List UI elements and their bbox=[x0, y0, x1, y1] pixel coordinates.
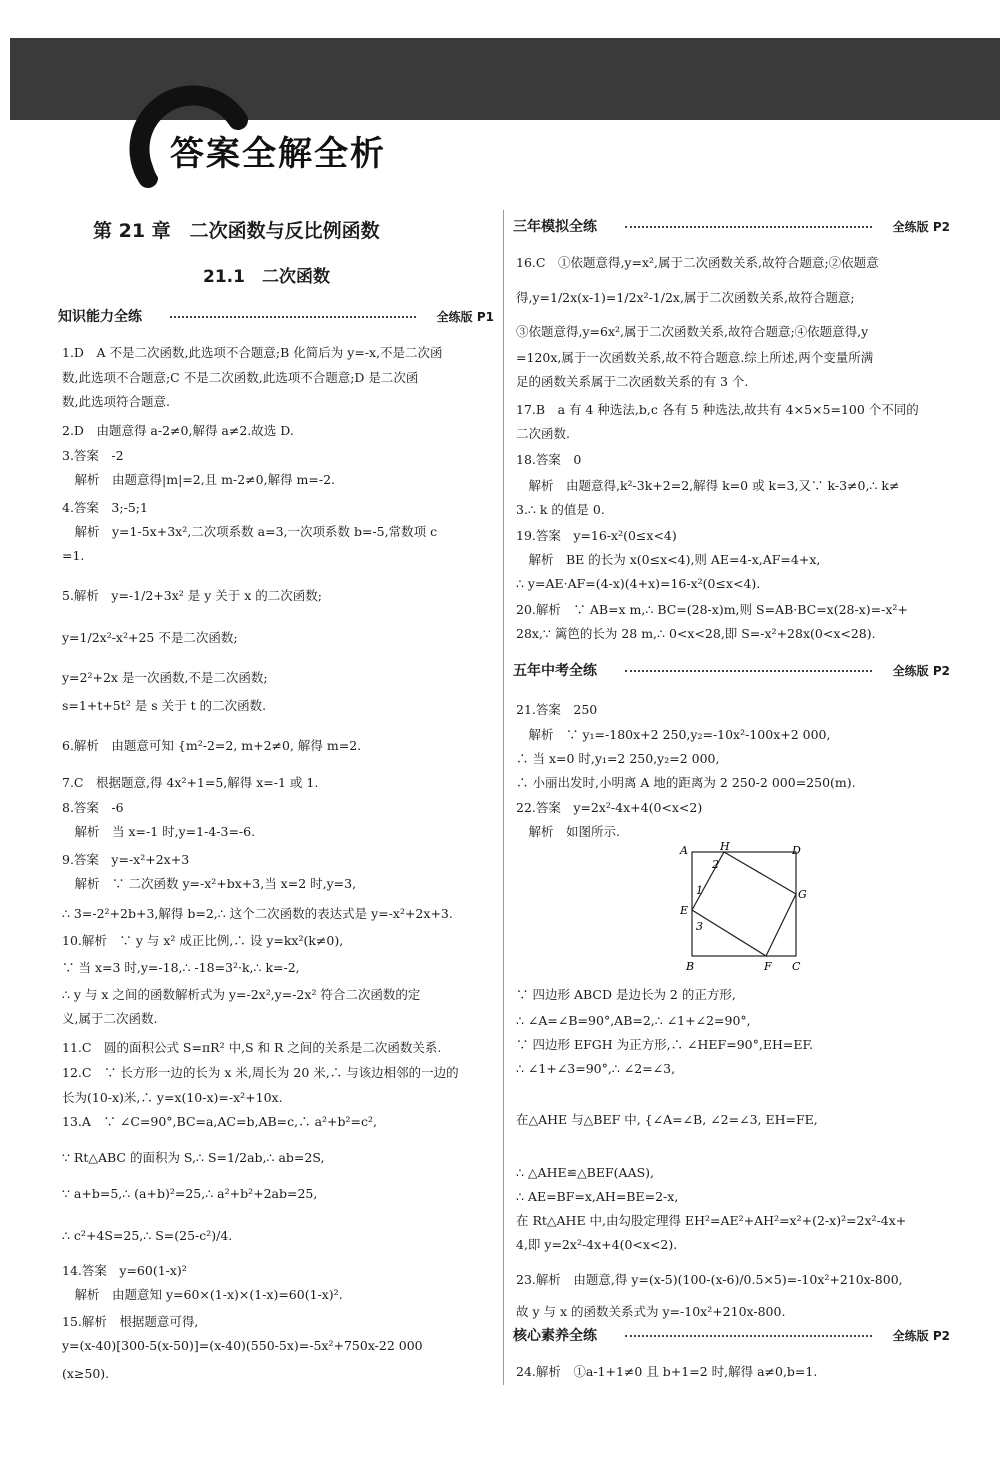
answer-line: 在△AHE 与△BEF 中, {∠A=∠B, ∠2=∠3, EH=FE, bbox=[516, 1112, 818, 1127]
section-header-4 bbox=[513, 1325, 950, 1345]
answer-line: 解析 y=1-5x+3x²,二次项系数 a=3,一次项系数 b=-5,常数项 c bbox=[62, 524, 438, 539]
section-name: 五年中考全练 bbox=[513, 663, 597, 679]
dotted-rule bbox=[625, 1335, 872, 1337]
answer-line: 足的函数关系属于二次函数关系的有 3 个. bbox=[516, 374, 749, 389]
answer-line: 解析 当 x=-1 时,y=1-4-3=-6. bbox=[62, 824, 256, 839]
answer-line: y=1/2x²-x²+25 不是二次函数; bbox=[62, 630, 238, 645]
answer-line: 7.C 根据题意,得 4x²+1=5,解得 x=-1 或 1. bbox=[62, 775, 319, 790]
answer-line: s=1+t+5t² 是 s 关于 t 的二次函数. bbox=[62, 698, 267, 713]
answer-line: y=(x-40)[300-5(x-50)]=(x-40)(550-5x)=-5x²+750x-22 000 bbox=[62, 1338, 423, 1353]
section-ref: 全练版 P2 bbox=[892, 1329, 950, 1343]
answer-line: 17.B a 有 4 种选法,b,c 各有 5 种选法,故共有 4×5×5=100 个不同的 bbox=[516, 402, 919, 417]
page-title: 答案全解全析 bbox=[170, 134, 386, 174]
fig-label: 1 bbox=[696, 884, 703, 897]
answer-line: 19.答案 y=16-x²(0≤x<4) bbox=[516, 528, 677, 543]
answer-line: ∴ y=AE·AF=(4-x)(4+x)=16-x²(0≤x<4). bbox=[516, 576, 761, 591]
fig-label: A bbox=[680, 844, 688, 857]
section-name: 核心素养全练 bbox=[513, 1328, 597, 1344]
answer-line: 解析 BE 的长为 x(0≤x<4),则 AE=4-x,AF=4+x, bbox=[516, 552, 821, 567]
answer-line: 二次函数. bbox=[516, 426, 570, 441]
answer-line: 11.C 圆的面积公式 S=πR² 中,S 和 R 之间的关系是二次函数关系. bbox=[62, 1040, 442, 1055]
answer-line: 5.解析 y=-1/2+3x² 是 y 关于 x 的二次函数; bbox=[62, 588, 322, 603]
answer-line: 解析 由题意得,k²-3k+2=2,解得 k=0 或 k=3,又∵ k-3≠0,∴ k≠ bbox=[516, 478, 900, 493]
answer-line: ∴ c²+4S=25,∴ S=(25-c²)/4. bbox=[62, 1228, 233, 1243]
answer-line: ∵ 四边形 EFGH 为正方形,∴ ∠HEF=90°,EH=EF. bbox=[516, 1037, 814, 1052]
section-name: 知识能力全练 bbox=[58, 309, 142, 325]
answer-line: ∴ ∠1+∠3=90°,∴ ∠2=∠3, bbox=[516, 1061, 676, 1076]
answer-line: ③依题意得,y=6x²,属于二次函数关系,故符合题意;④依题意得,y bbox=[516, 324, 869, 339]
fig-label: E bbox=[680, 904, 689, 917]
fig-label: C bbox=[792, 960, 801, 973]
answer-line: 数,此选项符合题意. bbox=[62, 394, 170, 409]
answer-line: 解析 由题意得|m|=2,且 m-2≠0,解得 m=-2. bbox=[62, 472, 336, 487]
answer-line: 24.解析 ①a-1+1≠0 且 b+1=2 时,解得 a≠0,b=1. bbox=[516, 1364, 818, 1379]
dotted-rule bbox=[170, 316, 416, 318]
answer-line: 15.解析 根据题意可得, bbox=[62, 1314, 199, 1329]
answer-line: 13.A ∵ ∠C=90°,BC=a,AC=b,AB=c,∴ a²+b²=c², bbox=[62, 1114, 377, 1129]
answer-line: 得,y=1/2x(x-1)=1/2x²-1/2x,属于二次函数关系,故符合题意; bbox=[516, 290, 855, 305]
answer-line: 22.答案 y=2x²-4x+4(0<x<2) bbox=[516, 800, 703, 815]
answer-line: 长为(10-x)米,∴ y=x(10-x)=-x²+10x. bbox=[62, 1090, 283, 1105]
section-title: 21.1 二次函数 bbox=[203, 267, 330, 287]
answer-line: 4.答案 3;-5;1 bbox=[62, 500, 148, 515]
answer-line: 4,即 y=2x²-4x+4(0<x<2). bbox=[516, 1237, 678, 1252]
answer-line: ∴ ∠A=∠B=90°,AB=2,∴ ∠1+∠2=90°, bbox=[516, 1013, 751, 1028]
answer-line: ∴ 小丽出发时,小明离 A 地的距离为 2 250-2 000=250(m). bbox=[516, 775, 856, 790]
answer-line: 2.D 由题意得 a-2≠0,解得 a≠2.故选 D. bbox=[62, 423, 294, 438]
answer-line: 在 Rt△AHE 中,由勾股定理得 EH²=AE²+AH²=x²+(2-x)²=2x²-4x+ bbox=[516, 1213, 907, 1228]
fig-label: H bbox=[720, 842, 730, 853]
answer-line: 18.答案 0 bbox=[516, 452, 582, 467]
answer-line: 1.D A 不是二次函数,此选项不合题意;B 化简后为 y=-x,不是二次函 bbox=[62, 345, 443, 360]
answer-line: 12.C ∵ 长方形一边的长为 x 米,周长为 20 米,∴ 与该边相邻的一边的 bbox=[62, 1065, 459, 1080]
answer-line: 21.答案 250 bbox=[516, 702, 598, 717]
answer-line: 3.∴ k 的值是 0. bbox=[516, 502, 605, 517]
section-ref: 全练版 P2 bbox=[892, 664, 950, 678]
fig-label: G bbox=[798, 888, 807, 901]
section-ref: 全练版 P2 bbox=[892, 220, 950, 234]
section-header-2 bbox=[513, 216, 950, 236]
answer-line: 28x,∵ 篱笆的长为 28 m,∴ 0<x<28,即 S=-x²+28x(0<x<28). bbox=[516, 626, 876, 641]
answer-line: =120x,属于一次函数关系,故不符合题意.综上所述,两个变量所满 bbox=[516, 350, 874, 365]
answer-line: 3.答案 -2 bbox=[62, 448, 124, 463]
answer-line: (x≥50). bbox=[62, 1366, 110, 1381]
answer-line: ∴ AE=BF=x,AH=BE=2-x, bbox=[516, 1189, 679, 1204]
answer-line: 数,此选项不合题意;C 不是二次函数,此选项不合题意;D 是二次函 bbox=[62, 370, 419, 385]
answer-line: =1. bbox=[62, 548, 85, 563]
column-divider bbox=[503, 210, 504, 1385]
answer-line: 故 y 与 x 的函数关系式为 y=-10x²+210x-800. bbox=[516, 1304, 786, 1319]
answer-line: ∴ y 与 x 之间的函数解析式为 y=-2x²,y=-2x² 符合二次函数的定 bbox=[62, 987, 421, 1002]
fig-label: 3 bbox=[696, 920, 703, 933]
answer-line: 解析 如图所示. bbox=[516, 824, 620, 839]
answer-line: ∵ 当 x=3 时,y=-18,∴ -18=3²·k,∴ k=-2, bbox=[62, 960, 300, 975]
answer-line: 14.答案 y=60(1-x)² bbox=[62, 1263, 187, 1278]
answer-line: 解析 ∵ 二次函数 y=-x²+bx+3,当 x=2 时,y=3, bbox=[62, 876, 357, 891]
answer-line: 16.C ①依题意得,y=x²,属于二次函数关系,故符合题意;②依题意 bbox=[516, 255, 879, 270]
answer-line: 23.解析 由题意,得 y=(x-5)(100-(x-6)/0.5×5)=-10x²+210x-800, bbox=[516, 1272, 903, 1287]
answer-line: 10.解析 ∵ y 与 x² 成正比例,∴ 设 y=kx²(k≠0), bbox=[62, 933, 344, 948]
dotted-rule bbox=[625, 226, 872, 228]
answer-line: ∵ a+b=5,∴ (a+b)²=25,∴ a²+b²+2ab=25, bbox=[62, 1186, 318, 1201]
chapter-title: 第 21 章 二次函数与反比例函数 bbox=[93, 220, 380, 242]
section-header-1 bbox=[58, 306, 494, 326]
fig-label: B bbox=[686, 960, 695, 973]
answer-line: 6.解析 由题意可知 {m²-2=2, m+2≠0, 解得 m=2. bbox=[62, 738, 362, 753]
fig-label: F bbox=[764, 960, 772, 973]
answer-line: ∴ △AHE≌△BEF(AAS), bbox=[516, 1165, 655, 1180]
section-name: 三年模拟全练 bbox=[513, 219, 597, 235]
answer-line: 8.答案 -6 bbox=[62, 800, 124, 815]
answer-line: ∴ 3=-2²+2b+3,解得 b=2,∴ 这个二次函数的表达式是 y=-x²+2x+3. bbox=[62, 906, 453, 921]
section-ref: 全练版 P1 bbox=[436, 310, 494, 324]
answer-line: ∵ 四边形 ABCD 是边长为 2 的正方形, bbox=[516, 987, 736, 1002]
answer-line: 解析 ∵ y₁=-180x+2 250,y₂=-10x²-100x+2 000, bbox=[516, 727, 831, 742]
answer-line: ∴ 当 x=0 时,y₁=2 250,y₂=2 000, bbox=[516, 751, 720, 766]
answer-line: 义,属于二次函数. bbox=[62, 1011, 158, 1026]
answer-line: ∵ Rt△ABC 的面积为 S,∴ S=1/2ab,∴ ab=2S, bbox=[62, 1150, 325, 1165]
dotted-rule bbox=[625, 670, 872, 672]
answer-line: y=2²+2x 是一次函数,不是二次函数; bbox=[62, 670, 268, 685]
fig-label: 2 bbox=[712, 858, 719, 871]
section-header-3 bbox=[513, 660, 950, 680]
answer-line: 9.答案 y=-x²+2x+3 bbox=[62, 852, 190, 867]
square-figure bbox=[676, 842, 812, 974]
fig-label: D bbox=[792, 844, 801, 857]
answer-line: 20.解析 ∵ AB=x m,∴ BC=(28-x)m,则 S=AB·BC=x(28-x)=-x²+ bbox=[516, 602, 908, 617]
answer-line: 解析 由题意知 y=60×(1-x)×(1-x)=60(1-x)². bbox=[62, 1287, 343, 1302]
